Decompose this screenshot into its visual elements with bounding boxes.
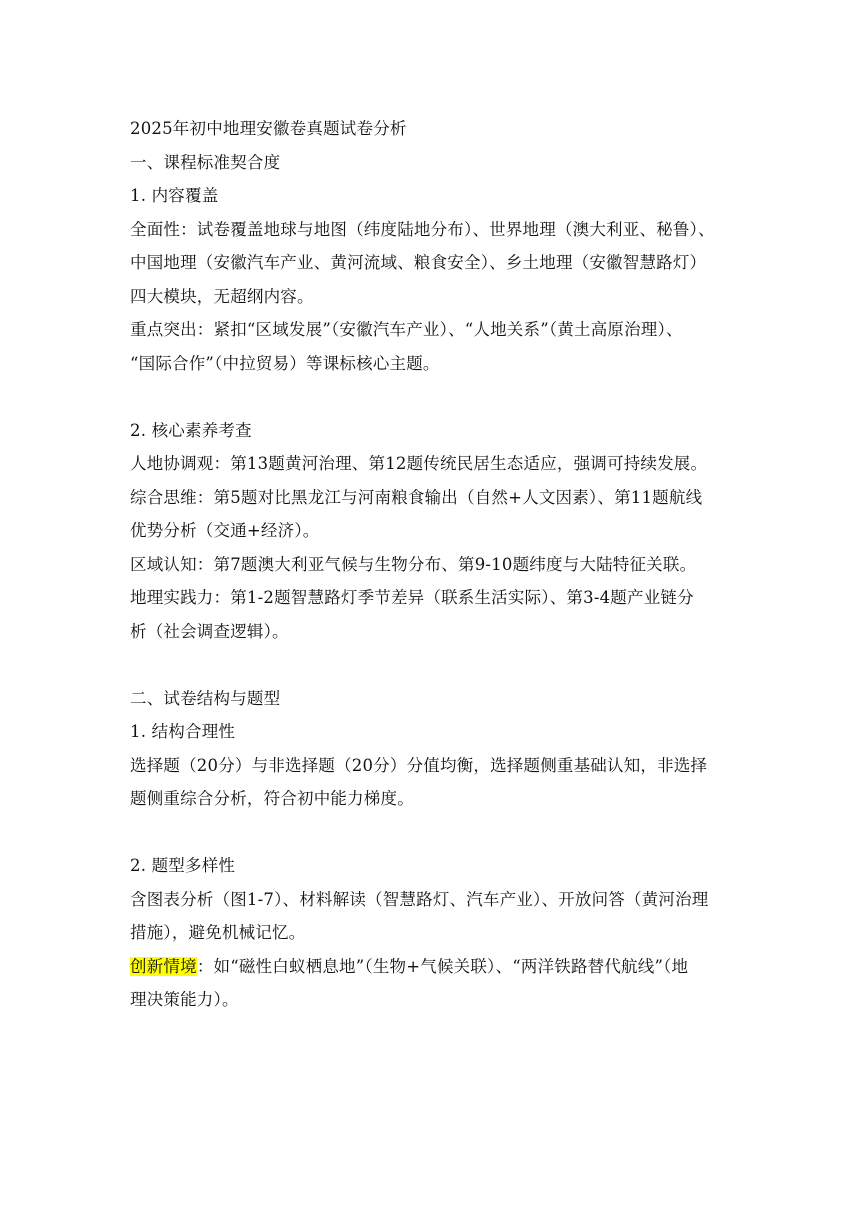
section-heading: 二、试卷结构与题型: [130, 688, 281, 708]
paragraph-line: 题侧重综合分析，符合初中能力梯度。: [130, 789, 414, 808]
paragraph-text: ：如“磁性白蚁栖息地”（生物+气候关联）、“两洋铁路替代航线”（地: [196, 956, 689, 976]
blank-line: [130, 380, 734, 414]
paragraph-line: 四大模块，无超纲内容。: [130, 286, 314, 306]
subsection-heading: 2. 核心素养考查: [130, 420, 252, 440]
highlighted-label: 创新情境: [130, 956, 197, 976]
paragraph-line: 优势分析（交通+经济）。: [130, 521, 320, 540]
paragraph-line: 全面性：试卷覆盖地球与地图（纬度陆地分布）、世界地理（澳大利亚、秘鲁）、: [130, 219, 715, 239]
paragraph-line: 理决策能力）。: [130, 990, 239, 1009]
paragraph-line: 措施），避免机械记忆。: [130, 923, 306, 942]
blank-line: [130, 648, 734, 682]
paragraph-line: “国际合作”（中拉贸易）等课标核心主题。: [130, 353, 440, 373]
subsection-heading: 1. 内容覆盖: [130, 186, 219, 205]
paragraph-line: 地理实践力：第1-2题智慧路灯季节差异（联系生活实际）、第3-4题产业链分: [130, 588, 694, 607]
paragraph-line-with-highlight: [130, 950, 734, 984]
document-body: [130, 112, 734, 1017]
paragraph-line: 区域认知：第7题澳大利亚气候与生物分布、第9-10题纬度与大陆特征关联。: [130, 554, 697, 574]
paragraph-line: 析（社会调查逻辑）。: [130, 621, 289, 641]
blank-line: [130, 816, 734, 850]
document-title: 2025年初中地理安徽卷真题试卷分析: [130, 119, 407, 138]
paragraph-line: 中国地理（安徽汽车产业、黄河流域、粮食安全）、乡土地理（安徽智慧路灯）: [130, 253, 707, 272]
paragraph-line: 综合思维：第5题对比黑龙江与河南粮食输出（自然+人文因素）、第11题航线: [130, 487, 703, 507]
paragraph-line: 含图表分析（图1-7）、材料解读（智慧路灯、汽车产业）、开放问答（黄河治理: [130, 889, 709, 909]
subsection-heading: 1. 结构合理性: [130, 722, 236, 741]
paragraph-line: 选择题（20分）与非选择题（20分）分值均衡，选择题侧重基础认知，非选择: [130, 755, 708, 775]
subsection-heading: 2. 题型多样性: [130, 856, 236, 875]
paragraph-line: 重点突出：紧扣“区域发展”（安徽汽车产业）、“人地关系”（黄土高原治理）、: [130, 320, 683, 339]
section-heading: 一、课程标准契合度: [130, 152, 281, 172]
paragraph-line: 人地协调观：第13题黄河治理、第12题传统民居生态适应，强调可持续发展。: [130, 454, 708, 473]
